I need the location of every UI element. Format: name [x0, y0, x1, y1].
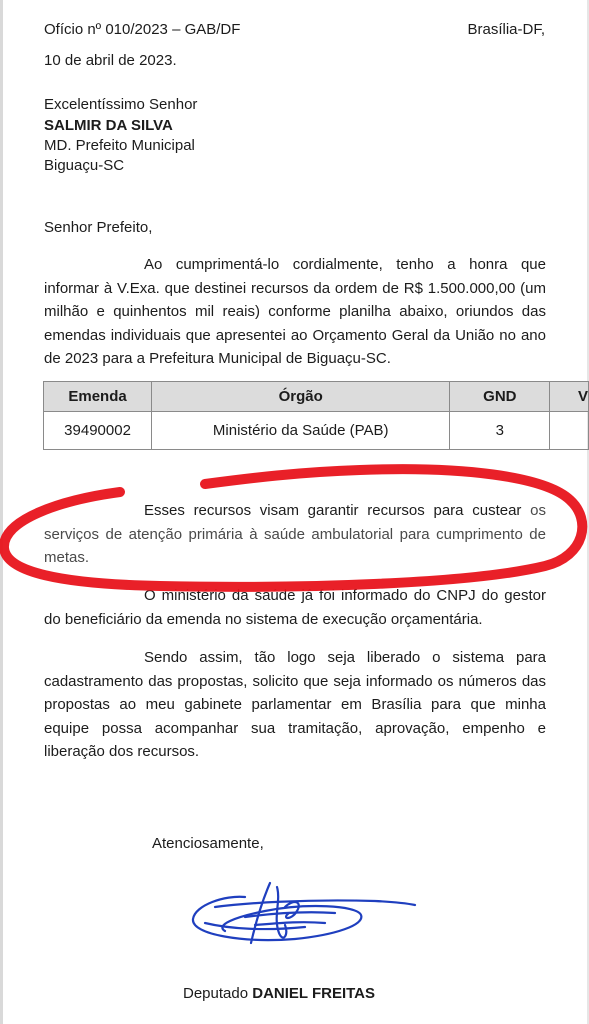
- paragraph-cnpj: [44, 584, 546, 631]
- column-header-valor: V: [550, 382, 589, 412]
- signature-prefix: Deputado: [183, 985, 249, 1002]
- column-header-gnd: GND: [450, 382, 550, 412]
- table-header-row: [44, 382, 589, 412]
- emendas-table: [43, 381, 589, 450]
- signature-name: DANIEL FREITAS: [252, 985, 376, 1002]
- paragraph-request-text: Sendo assim, tão logo seja liberado o sistema para cadastramento das propostas, solicito que seja informado os números das propostas ao meu gabinete parlamentar em Brasília para que minha equipe possa acompanhar sua tramitação, aprovação, empenho e liberação dos recursos.: [44, 649, 546, 760]
- recipient-salutation: Excelentíssimo Senhor: [44, 96, 198, 113]
- paragraph-funding: [44, 253, 546, 371]
- column-header-orgao: Órgão: [152, 382, 450, 412]
- office-number: Ofício nº 010/2023 – GAB/DF: [44, 21, 241, 38]
- greeting: Senhor Prefeito,: [44, 219, 153, 236]
- paragraph-purpose-text-b: os serviços de atenção primária à saúde ambulatorial para cumprimento de metas.: [44, 502, 546, 566]
- cell-emenda: 39490002: [44, 412, 152, 450]
- handwritten-signature: [185, 877, 445, 957]
- paragraph-purpose-text-a: Esses recursos visam garantir recursos para custear: [144, 502, 522, 519]
- column-header-emenda: Emenda: [44, 382, 152, 412]
- cell-orgao: Ministério da Saúde (PAB): [152, 412, 450, 450]
- paragraph-request: [44, 646, 546, 764]
- paragraph-purpose: [44, 499, 546, 570]
- table-row: [44, 412, 589, 450]
- closing: Atenciosamente,: [152, 835, 264, 852]
- letter-date: 10 de abril de 2023.: [44, 52, 177, 69]
- recipient-title: MD. Prefeito Municipal: [44, 137, 195, 154]
- cell-valor: [550, 412, 589, 450]
- paragraph-funding-text: Ao cumprimentá-lo cordialmente, tenho a honra que informar à V.Exa. que destinei recursos da ordem de R$ 1.500.000,00 (um milhão e quinhentos mil reais) conforme planilha abaixo, oriundos das emendas individuais que apresentei ao Orçamento Geral da União no ano de 2023 para a Prefeitura Municipal de Biguaçu-SC.: [44, 256, 546, 367]
- signature-caption: [183, 984, 375, 1004]
- city-header: Brasília-DF,: [467, 21, 545, 38]
- recipient-name: SALMIR DA SILVA: [44, 117, 173, 134]
- cell-gnd: 3: [450, 412, 550, 450]
- paragraph-cnpj-text: O ministério da saúde já foi informado do CNPJ do gestor do beneficiário da emenda no sistema de execução orçamentária.: [44, 587, 546, 628]
- page-edge-left: [0, 0, 3, 1024]
- recipient-city: Biguaçu-SC: [44, 157, 125, 174]
